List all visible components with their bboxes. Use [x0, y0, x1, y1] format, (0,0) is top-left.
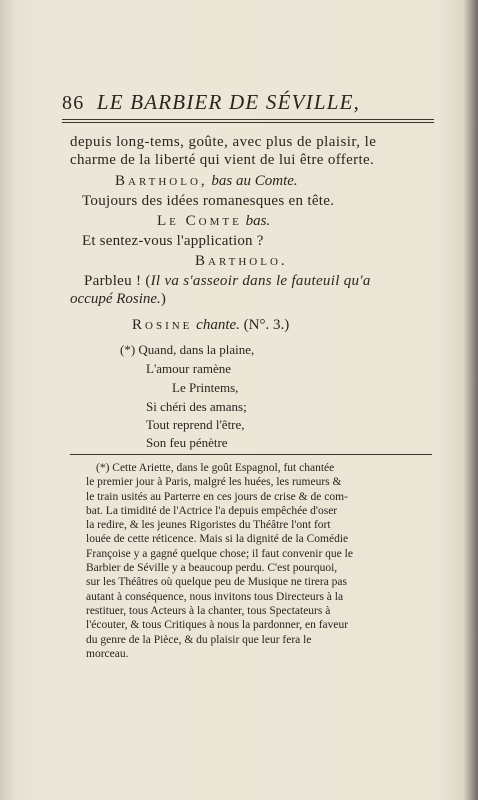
footnote-line: le premier jour à Paris, malgré les huées, les rumeurs & [86, 476, 342, 489]
body-line-6: occupé Rosine.) [70, 291, 166, 307]
speaker-name: Rosine [132, 317, 193, 333]
speaker-name: Bartholo. [195, 253, 288, 269]
speaker-bartholo-2 [195, 253, 288, 270]
song-line-1: (*) Quand, dans la plaine, [120, 342, 255, 357]
stage-direction: bas. [245, 213, 271, 229]
footnote-line: sur les Théâtres où quelque peu de Musique ne tirera pas [86, 576, 348, 589]
body-line-4: Et sentez-vous l'application ? [82, 233, 264, 249]
header-rule [62, 119, 434, 120]
footnote-rule [70, 454, 432, 455]
footnote-line: bat. La timidité de l'Actrice l'a depuis empêchée d'oser [86, 504, 338, 517]
stage-direction: Il va s'asseoir dans le fauteuil qu'a [150, 273, 371, 289]
footnote-line: louée de cette réticence. Mais si la dignité de la Comédie [86, 533, 349, 546]
speaker-name: Le Comte [157, 213, 242, 229]
stage-direction: bas au Comte. [211, 173, 298, 189]
speaker-rosine [132, 317, 289, 334]
song-line-2: L'amour ramène [146, 361, 231, 376]
footnote-line: restituer, tous Acteurs à la chanter, tous Spectateurs à [86, 604, 331, 617]
running-title: LE BARBIER DE SÉVILLE, [96, 90, 361, 114]
footnote-line: Françoise y a gagné quelque chose; il faut convenir que le [86, 547, 353, 560]
footnote-line: l'écouter, & tous Critiques à nous la pardonner, en faveur [86, 619, 349, 632]
song-line-3: Le Printems, [172, 380, 239, 395]
footnote-line: la redire, & les jeunes Rigoristes du Théâtre l'ont fort [86, 519, 331, 532]
body-line-2: charme de la liberté qui vient de lui être offerte. [70, 152, 375, 168]
song-line-6: Son feu pénètre [146, 435, 228, 450]
song-number: (N°. 3.) [243, 317, 290, 333]
page-number: 86 [62, 92, 85, 114]
running-header [62, 90, 434, 115]
speaker-bartholo-1 [115, 173, 298, 190]
footnote [86, 461, 442, 661]
body-line-1: depuis long-tems, goûte, avec plus de plaisir, le [70, 134, 377, 150]
stage-direction: chante. [196, 317, 240, 333]
footnote-line: (*) Cette Ariette, dans le goût Espagnol, fut chantée [96, 462, 335, 474]
footnote-line: le train usités au Parterre en ces jours de crise & de com- [86, 490, 348, 503]
body-line-5: Parbleu ! (Il va s'asseoir dans le fauteuil qu'a [84, 273, 371, 289]
speaker-comte [157, 213, 270, 230]
footnote-line: autant à conséquence, nous invitons tous Directeurs à la [86, 590, 344, 603]
body-line-3: Toujours des idées romanesques en tête. [82, 193, 335, 209]
song-line-4: Si chéri des amans; [146, 399, 247, 414]
stage-direction: occupé Rosine. [70, 291, 161, 307]
footnote-line: morceau. [86, 647, 129, 660]
speaker-name: Bartholo, [115, 173, 208, 189]
footnote-line: du genre de la Pièce, & du plaisir que leur fera le [86, 633, 312, 646]
song-line-5: Tout reprend l'être, [146, 417, 245, 432]
footnote-line: Barbier de Séville y a beaucoup perdu. C'est pourquoi, [86, 562, 338, 575]
header-rule-second [62, 122, 434, 123]
